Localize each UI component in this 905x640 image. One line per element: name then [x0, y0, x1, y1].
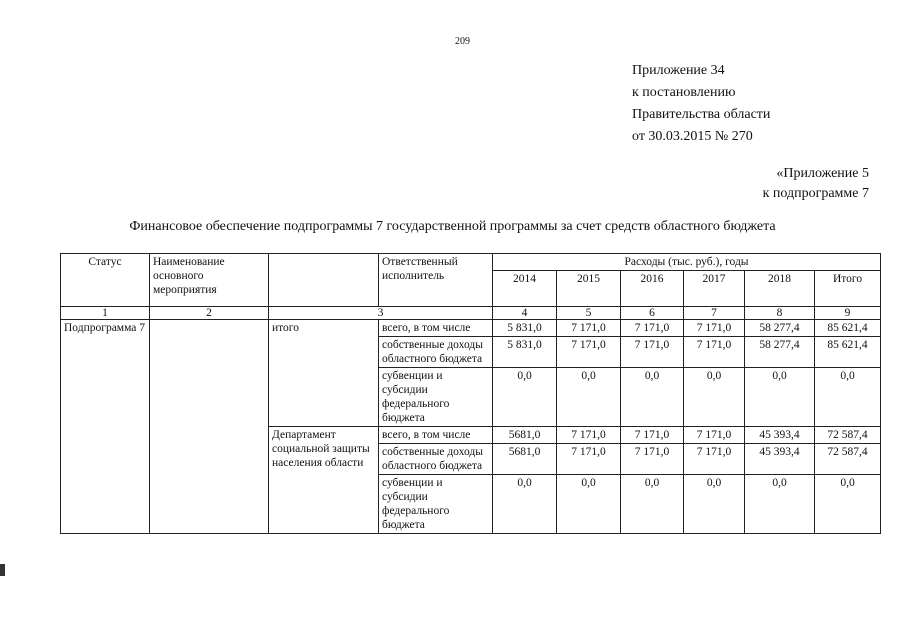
header-year: 2015: [557, 271, 621, 307]
header-row: [61, 254, 881, 271]
value-cell: 7 171,0: [684, 427, 745, 444]
row-label: субвенции и субсидии федерального бюджета: [379, 368, 493, 427]
value-cell: 5681,0: [493, 427, 557, 444]
value-cell: 45 393,4: [745, 444, 815, 475]
row-label: собственные доходы областного бюджета: [379, 444, 493, 475]
value-cell: 0,0: [815, 475, 881, 534]
value-cell: 58 277,4: [745, 337, 815, 368]
column-index: 1: [61, 307, 150, 320]
table-row: [61, 320, 881, 337]
header-year: 2014: [493, 271, 557, 307]
value-cell: 7 171,0: [621, 320, 684, 337]
value-cell: 0,0: [493, 475, 557, 534]
value-cell: 0,0: [557, 475, 621, 534]
financing-table: [60, 253, 881, 534]
appendix-header-line: от 30.03.2015 № 270: [632, 129, 753, 144]
value-cell: 0,0: [684, 368, 745, 427]
value-cell: 0,0: [745, 475, 815, 534]
column-index: 8: [745, 307, 815, 320]
header-executor: Ответственный исполнитель: [379, 254, 493, 307]
header-year: 2016: [621, 271, 684, 307]
value-cell: 5 831,0: [493, 320, 557, 337]
value-cell: 7 171,0: [621, 444, 684, 475]
status-cell: [61, 320, 150, 534]
header-status: Статус: [61, 254, 150, 307]
column-index: 4: [493, 307, 557, 320]
value-cell: 0,0: [557, 368, 621, 427]
appendix-header-line: Правительства области: [632, 107, 771, 122]
value-cell: 0,0: [815, 368, 881, 427]
value-cell: 0,0: [493, 368, 557, 427]
document-title: Финансовое обеспечение подпрограммы 7 государственной программы за счет средств областного бюджета: [129, 219, 776, 234]
column-index: 6: [621, 307, 684, 320]
value-cell: 85 621,4: [815, 320, 881, 337]
row-label: всего, в том числе: [379, 320, 493, 337]
column-index: 2: [150, 307, 269, 320]
header-name: Наименование основного мероприятия: [150, 254, 269, 307]
executor-cell: Департамент социальной защиты населения области: [269, 427, 379, 534]
value-cell: 7 171,0: [684, 444, 745, 475]
value-cell: 7 171,0: [557, 444, 621, 475]
column-index: 5: [557, 307, 621, 320]
page-number: 209: [455, 36, 470, 47]
value-cell: 5681,0: [493, 444, 557, 475]
column-index: 7: [684, 307, 745, 320]
header-expenses: Расходы (тыс. руб.), годы: [493, 254, 881, 271]
header-year: 2018: [745, 271, 815, 307]
quoted-appendix-line: «Приложение 5: [776, 166, 869, 181]
value-cell: 7 171,0: [684, 320, 745, 337]
value-cell: 7 171,0: [557, 320, 621, 337]
column-index: 9: [815, 307, 881, 320]
value-cell: 7 171,0: [684, 337, 745, 368]
value-cell: 45 393,4: [745, 427, 815, 444]
value-cell: 7 171,0: [557, 337, 621, 368]
value-cell: 7 171,0: [557, 427, 621, 444]
value-cell: 72 587,4: [815, 444, 881, 475]
value-cell: 72 587,4: [815, 427, 881, 444]
value-cell: 5 831,0: [493, 337, 557, 368]
row-label: всего, в том числе: [379, 427, 493, 444]
header-total: Итого: [815, 271, 881, 307]
row-label: собственные доходы областного бюджета: [379, 337, 493, 368]
value-cell: 0,0: [621, 475, 684, 534]
value-cell: 0,0: [684, 475, 745, 534]
appendix-header-line: к постановлению: [632, 85, 736, 100]
header-year: 2017: [684, 271, 745, 307]
quoted-appendix-line: к подпрограмме 7: [762, 186, 869, 201]
status-text: Подпрограмма 7: [64, 322, 146, 334]
value-cell: 7 171,0: [621, 427, 684, 444]
scan-margin-mark: [0, 564, 5, 576]
name-cell: [150, 320, 269, 534]
row-label: субвенции и субсидии федерального бюджета: [379, 475, 493, 534]
executor-cell: итого: [269, 320, 379, 427]
value-cell: 0,0: [621, 368, 684, 427]
header-empty: [269, 254, 379, 307]
appendix-header-line: Приложение 34: [632, 63, 725, 78]
value-cell: 58 277,4: [745, 320, 815, 337]
value-cell: 7 171,0: [621, 337, 684, 368]
column-index-row: [61, 307, 881, 320]
value-cell: 85 621,4: [815, 337, 881, 368]
value-cell: 0,0: [745, 368, 815, 427]
column-index: 3: [269, 307, 493, 320]
